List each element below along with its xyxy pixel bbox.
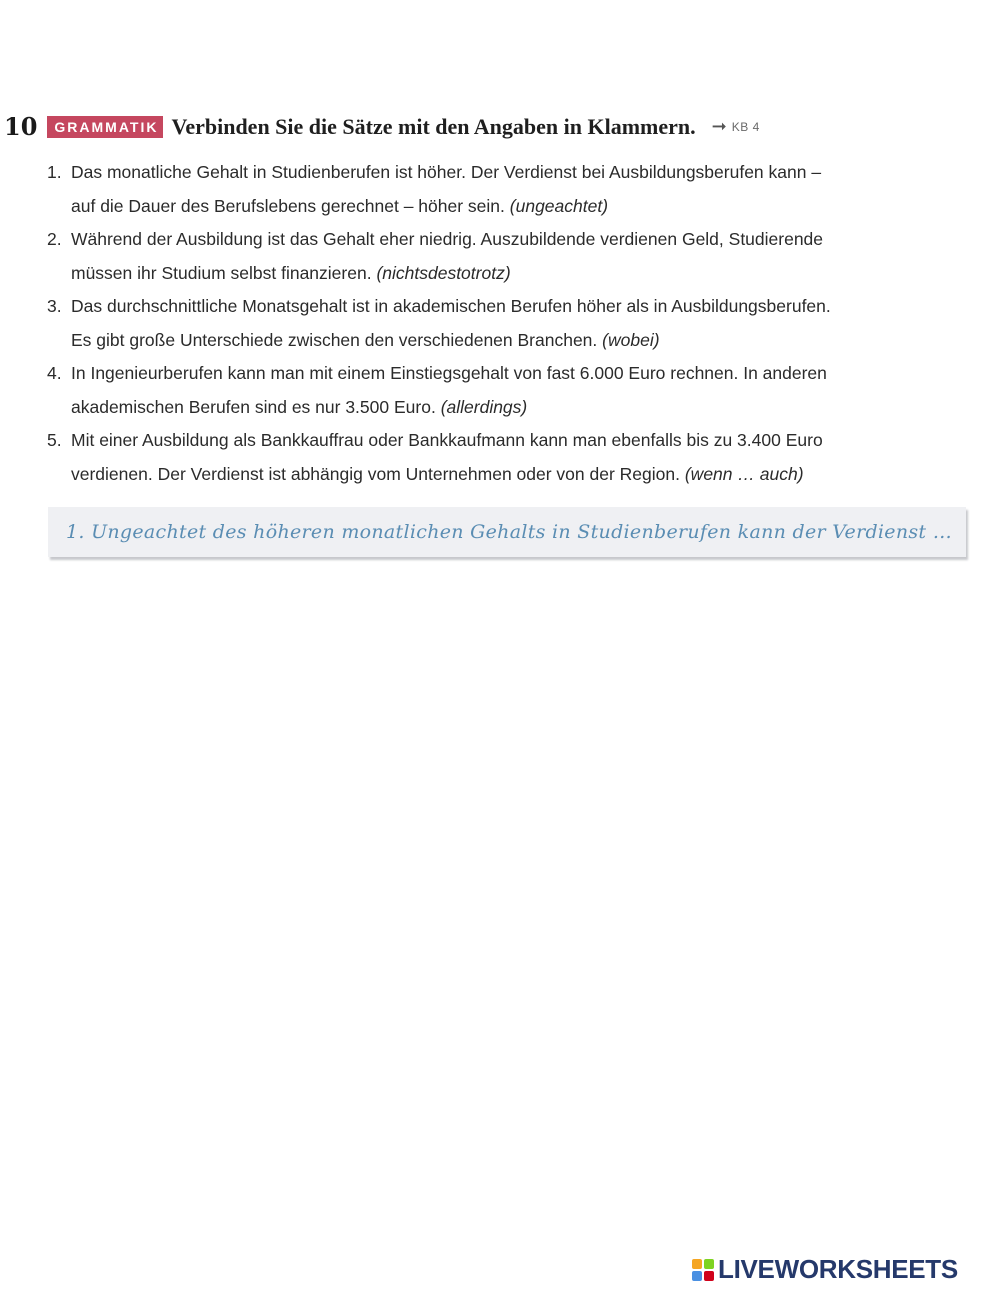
logo-mark-icon	[692, 1259, 714, 1281]
item-number: 3.	[47, 296, 62, 316]
item-text: müssen ihr Studium selbst finanzieren.	[71, 262, 372, 283]
item-number: 2.	[47, 229, 62, 249]
exercise-instruction: Verbinden Sie die Sätze mit den Angaben in Klammern.	[171, 113, 696, 139]
item-hint: (wobei)	[602, 329, 660, 350]
arrow-right-icon: ➞	[711, 116, 727, 136]
exercise-header	[4, 112, 760, 141]
item-hint: (wenn … auch)	[684, 463, 804, 484]
logo-square	[692, 1259, 702, 1269]
logo-square	[704, 1259, 714, 1269]
logo-text: LIVEWORKSHEETS	[718, 1254, 958, 1284]
list-item	[47, 223, 992, 290]
item-line-1: Das durchschnittliche Monatsgehalt ist in akademischen Berufen höher als in Ausbildungsberufen.	[71, 296, 831, 316]
exercise-number: 10	[4, 112, 38, 141]
item-text: Es gibt große Unterschiede zwischen den verschiedenen Branchen.	[71, 329, 598, 350]
item-number: 1.	[47, 162, 62, 182]
item-line-1: Das monatliche Gehalt in Studienberufen ist höher. Der Verdienst bei Ausbildungsberufen kann –	[71, 162, 822, 182]
item-text: verdienen. Der Verdienst ist abhängig vom Unternehmen oder von der Region.	[71, 463, 680, 484]
item-text: akademischen Berufen sind es nur 3.500 Euro.	[71, 396, 436, 417]
item-number: 4.	[47, 363, 62, 383]
item-number: 5.	[47, 430, 62, 450]
list-item	[47, 424, 992, 491]
grammar-badge: GRAMMATIK	[47, 116, 163, 138]
item-line-1: Mit einer Ausbildung als Bankkauffrau oder Bankkaufmann kann man ebenfalls bis zu 3.400 Euro	[71, 430, 823, 450]
item-line-2	[71, 190, 992, 224]
item-line-2	[71, 324, 992, 358]
list-item	[47, 156, 992, 223]
logo-square	[692, 1271, 702, 1281]
item-hint: (allerdings)	[440, 396, 528, 417]
logo-square	[704, 1271, 714, 1281]
list-item	[47, 357, 992, 424]
item-line-2	[71, 458, 992, 492]
course-book-reference: KB 4	[731, 119, 760, 134]
item-hint: (nichtsdestotrotz)	[376, 262, 511, 283]
item-text: auf die Dauer des Berufslebens gerechnet – höher sein.	[71, 195, 505, 216]
answer-box[interactable]	[48, 507, 966, 557]
liveworksheets-logo	[692, 1254, 958, 1285]
example-answer: 1. Ungeachtet des höheren monatlichen Gehalts in Studienberufen kann der Verdienst …	[66, 521, 953, 543]
list-item	[47, 290, 992, 357]
item-line-2	[71, 391, 992, 425]
item-hint: (ungeachtet)	[509, 195, 609, 216]
sentence-list	[47, 156, 992, 491]
item-line-1: In Ingenieurberufen kann man mit einem Einstiegsgehalt von fast 6.000 Euro rechnen. In anderen	[71, 363, 827, 383]
item-line-1: Während der Ausbildung ist das Gehalt eher niedrig. Auszubildende verdienen Geld, Studierende	[71, 229, 824, 249]
item-line-2	[71, 257, 992, 291]
